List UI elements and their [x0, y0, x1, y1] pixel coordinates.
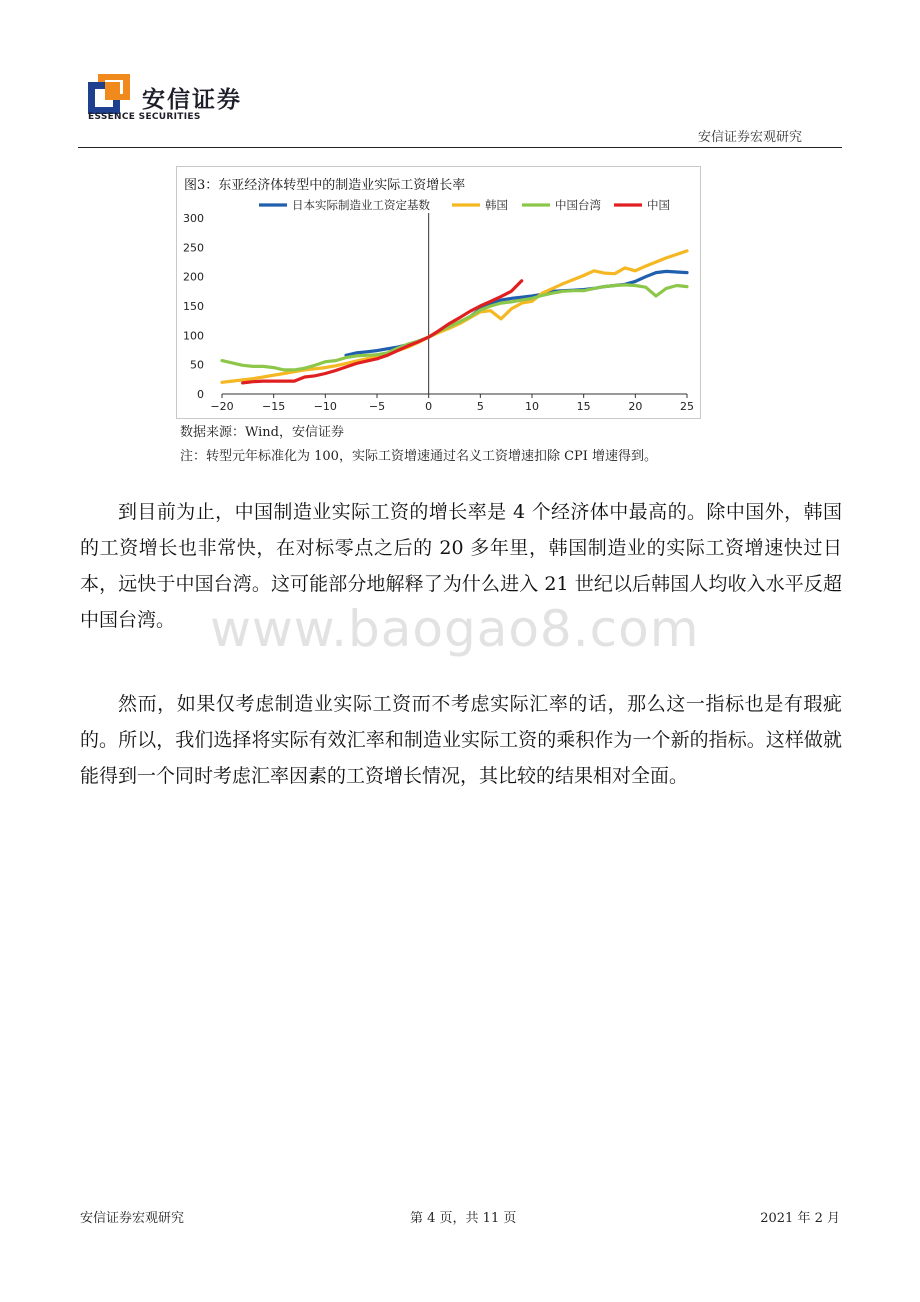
x-tick-label: −5 — [368, 400, 386, 413]
figure-note: 注：转型元年标准化为 100，实际工资增速通过名义工资增速扣除 CPI 增速得到。 — [180, 449, 658, 464]
figure-chart — [176, 166, 701, 419]
x-tick-label: 20 — [628, 400, 643, 413]
y-tick-label: 250 — [183, 241, 204, 255]
legend-label-2: 韩国 — [485, 198, 508, 212]
company-logo — [88, 74, 258, 126]
y-tick-label: 0 — [197, 388, 204, 401]
x-tick-label: 25 — [680, 400, 694, 413]
figure-source: 数据来源：Wind，安信证券 — [180, 425, 344, 440]
legend-label-3: 中国台湾 — [555, 198, 601, 212]
x-tick-label: −10 — [313, 400, 337, 413]
footer-publisher: 安信证券宏观研究 — [80, 1211, 185, 1226]
y-tick-label: 300 — [183, 212, 204, 225]
chart-title: 图3：东亚经济体转型中的制造业实际工资增长率 — [184, 178, 466, 193]
legend-label-1: 日本实际制造业工资定基数 — [292, 198, 430, 212]
series-line-4 — [243, 281, 522, 383]
x-tick-label: 10 — [525, 400, 539, 413]
header-section-label: 安信证券宏观研究 — [697, 130, 802, 145]
y-tick-label: 150 — [183, 300, 204, 313]
body-paragraph-2: 然而，如果仅考虑制造业实际工资而不考虑实际汇率的话，那么这一指标也是有瑕疵的。所以，我们选择将实际有效汇率和制造业实际工资的乘积作为一个新的指标。这样做就能得到一个同时考虑汇率因素的工资增长情况，其比较的结果相对全面。 — [80, 693, 842, 787]
x-tick-label: 0 — [425, 400, 433, 413]
x-tick-label: 5 — [476, 400, 484, 413]
footer-page-number: 第 4 页，共 11 页 — [410, 1211, 517, 1226]
body-paragraph-1: 到目前为止，中国制造业实际工资的增长率是 4 个经济体中最高的。除中国外，韩国的工资增长也非常快，在对标零点之后的 20 多年里，韩国制造业的实际工资增速快过日本，远快于中国台湾。这可能部分地解释了为什么进入 21 世纪以后韩国人均收入水平反超中国台湾。 — [80, 501, 842, 631]
x-tick-label: −15 — [262, 400, 286, 413]
x-tick-label: −20 — [210, 400, 234, 413]
x-tick-label: 15 — [576, 400, 591, 413]
logo-mark-icon — [88, 74, 130, 114]
logo-english-name: ESSENCE SECURITIES — [88, 112, 201, 122]
y-tick-label: 50 — [190, 358, 204, 372]
header-divider — [78, 147, 842, 148]
y-tick-label: 100 — [183, 329, 204, 343]
footer-date: 2021 年 2 月 — [760, 1211, 840, 1226]
logo-name: 安信证券 — [142, 87, 242, 113]
line-chart — [177, 167, 700, 418]
y-tick-label: 200 — [183, 270, 204, 284]
legend-label-4: 中国 — [647, 198, 670, 212]
series-line-2 — [222, 251, 687, 382]
watermark: www.baogao8.com — [210, 600, 700, 658]
